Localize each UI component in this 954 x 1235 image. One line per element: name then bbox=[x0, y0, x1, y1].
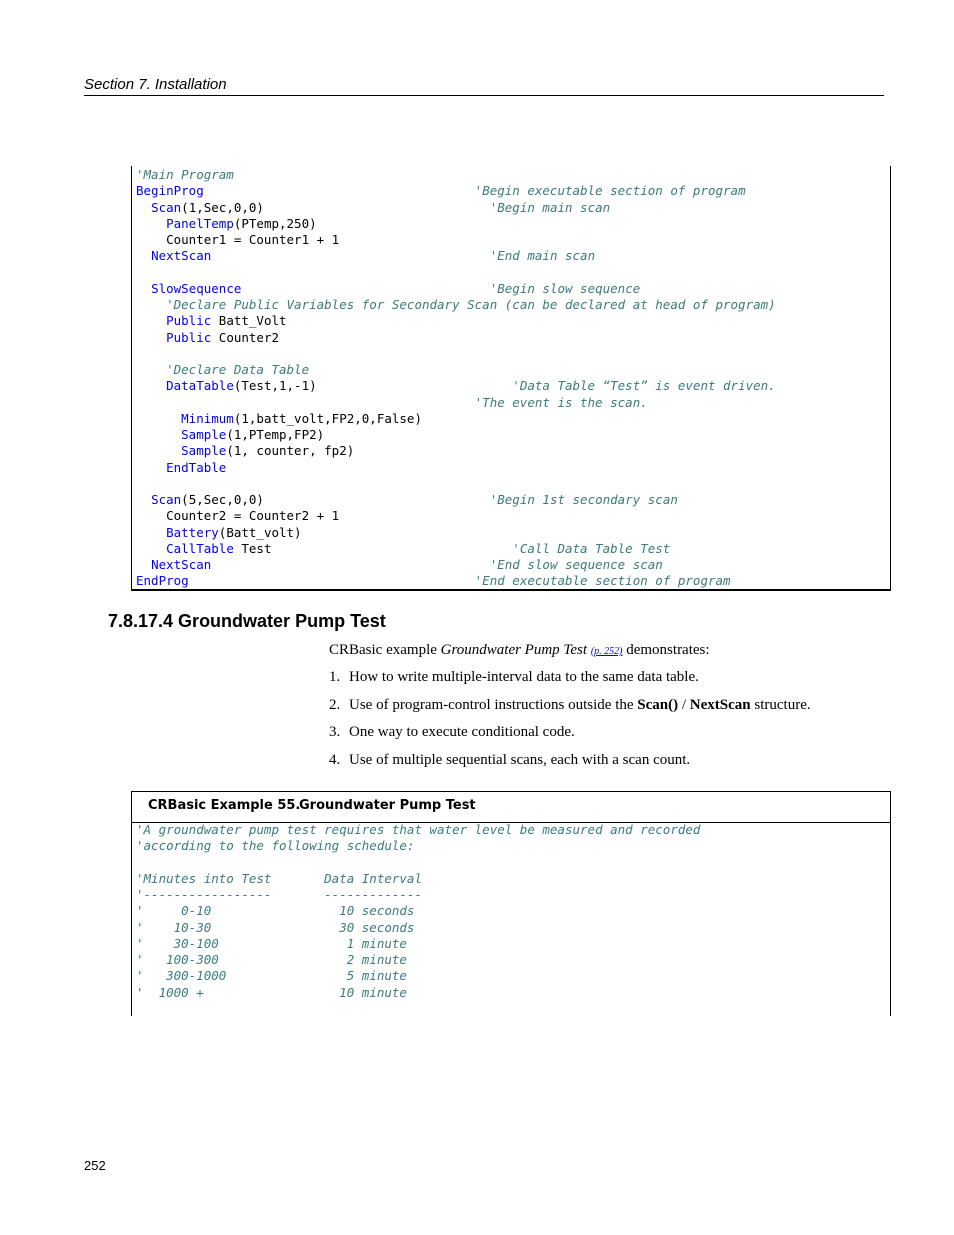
code-text bbox=[204, 183, 475, 198]
list-item-text: structure. bbox=[750, 696, 811, 713]
code-line bbox=[136, 508, 776, 524]
code-line bbox=[136, 492, 776, 508]
code-comment-line bbox=[136, 855, 700, 871]
code-line bbox=[136, 573, 776, 589]
list-item bbox=[329, 724, 811, 752]
code-text bbox=[136, 362, 166, 377]
code-text: (1,PTemp,FP2) bbox=[226, 427, 325, 442]
list-item-text: One way to execute conditional code. bbox=[349, 724, 575, 740]
code-keyword: Public bbox=[166, 329, 212, 345]
list-item-text: How to write multiple-interval data to the same data table. bbox=[349, 669, 699, 685]
code-text bbox=[136, 460, 166, 475]
code-text bbox=[136, 378, 166, 393]
code-text bbox=[136, 248, 151, 263]
code-line bbox=[136, 297, 776, 313]
code-comment: 'Begin main scan bbox=[489, 199, 611, 215]
code-comment: 'End main scan bbox=[489, 248, 596, 264]
intro-before: CRBasic example bbox=[329, 642, 441, 658]
code-text bbox=[241, 281, 489, 296]
code-text: Test bbox=[233, 540, 513, 556]
list-item-number: 2. bbox=[329, 696, 341, 713]
code-text bbox=[136, 395, 475, 410]
code-text bbox=[136, 216, 166, 231]
example-label: CRBasic Example 55. bbox=[148, 798, 301, 813]
code-text bbox=[136, 330, 166, 345]
code-text bbox=[136, 557, 151, 572]
code-text bbox=[136, 313, 166, 328]
code-line bbox=[136, 476, 776, 492]
code-text bbox=[189, 573, 475, 588]
code-comment-line: ' 30-100 1 minute bbox=[136, 935, 407, 951]
code-text bbox=[136, 443, 181, 458]
code-text: (1, counter, fp2) bbox=[226, 443, 355, 459]
code-line bbox=[136, 443, 776, 459]
code-line bbox=[136, 378, 776, 394]
code-text: Counter2 = Counter2 + 1 bbox=[136, 508, 340, 524]
list-item-number: 1. bbox=[329, 669, 341, 685]
code-comment-line: 'according to the following schedule: bbox=[136, 838, 415, 854]
example-title: Groundwater Pump Test bbox=[299, 798, 476, 813]
code-comment: 'End slow sequence scan bbox=[489, 557, 663, 572]
code-comment-line: ' 0-10 10 seconds bbox=[136, 903, 415, 919]
code-comment: 'Data Table “Test” is event driven. bbox=[512, 378, 776, 394]
code-keyword: NextScan bbox=[151, 557, 212, 572]
code-line bbox=[136, 167, 776, 183]
code-comment-line: 'A groundwater pump test requires that water level be measured and recorded bbox=[136, 822, 701, 837]
code-text: Counter1 = Counter1 + 1 bbox=[136, 232, 340, 247]
list-item bbox=[329, 697, 811, 725]
code-line bbox=[136, 313, 776, 329]
code-text bbox=[136, 281, 151, 296]
code-text: Counter2 bbox=[211, 329, 279, 345]
intro-paragraph bbox=[329, 642, 710, 659]
list-item bbox=[329, 752, 811, 780]
code-line bbox=[136, 265, 776, 281]
code-keyword: BeginProg bbox=[136, 183, 204, 199]
code-text bbox=[136, 427, 181, 442]
list-item-text: / bbox=[678, 696, 690, 713]
code-text bbox=[136, 265, 144, 280]
example-name: Groundwater Pump Test bbox=[440, 642, 588, 658]
running-header: Section 7. Installation bbox=[84, 76, 884, 96]
page-reference-link[interactable]: (p. 252) bbox=[590, 646, 623, 657]
code-line bbox=[136, 362, 776, 378]
code-comment: 'Declare Public Variables for Secondary Scan (can be declared at head of program) bbox=[166, 297, 776, 312]
code-text bbox=[136, 476, 144, 491]
intro-after: demonstrates: bbox=[622, 642, 710, 658]
code-text bbox=[136, 297, 166, 312]
list-item-text: Use of multiple sequential scans, each with a scan count. bbox=[349, 751, 691, 768]
code-keyword: SlowSequence bbox=[151, 280, 242, 296]
code-line bbox=[136, 232, 776, 248]
code-comment-line: 'Minutes into Test Data Interval bbox=[136, 870, 422, 886]
code-comment: 'End executable section of program bbox=[474, 573, 731, 589]
code-line bbox=[136, 200, 776, 216]
code-comment-line: ' 10-30 30 seconds bbox=[136, 919, 415, 935]
code-line bbox=[136, 411, 776, 427]
code-line bbox=[136, 427, 776, 443]
code-text: (5,Sec,0,0) bbox=[181, 492, 490, 507]
code-comment: 'Declare Data Table bbox=[166, 362, 310, 377]
code-line bbox=[136, 346, 776, 362]
code-comment: 'Begin 1st secondary scan bbox=[489, 492, 678, 507]
code-keyword: EndTable bbox=[166, 459, 227, 475]
list-item-number: 4. bbox=[329, 751, 341, 768]
list-item-number: 3. bbox=[329, 724, 341, 740]
code-keyword: Scan bbox=[151, 199, 182, 215]
code-keyword: CallTable bbox=[166, 540, 234, 556]
code-text: (Batt_volt) bbox=[218, 524, 302, 540]
code-keyword: DataTable bbox=[166, 378, 234, 394]
code-comment: 'Begin slow sequence bbox=[489, 280, 641, 296]
code-line bbox=[136, 395, 776, 411]
code-text: Batt_Volt bbox=[211, 313, 287, 329]
code-line bbox=[136, 460, 776, 476]
code-listing bbox=[136, 167, 776, 590]
example-code-listing bbox=[136, 822, 700, 1001]
code-line bbox=[136, 330, 776, 346]
code-keyword: PanelTemp bbox=[166, 215, 234, 231]
list-item-text: Use of program-control instructions outside the bbox=[349, 696, 638, 713]
list-item-text: Scan() bbox=[637, 696, 679, 713]
code-text: (Test,1,-1) bbox=[233, 378, 513, 394]
code-keyword: Sample bbox=[181, 443, 227, 459]
code-comment-line: ' 1000 + 10 minute bbox=[136, 984, 407, 1000]
code-line bbox=[136, 281, 776, 297]
code-comment: 'Call Data Table Test bbox=[512, 540, 671, 556]
code-text bbox=[136, 346, 144, 361]
code-keyword: Sample bbox=[181, 427, 227, 442]
code-text bbox=[136, 525, 166, 540]
code-keyword: Minimum bbox=[181, 410, 234, 426]
code-comment: 'Main Program bbox=[136, 167, 234, 182]
code-line bbox=[136, 183, 776, 199]
code-keyword: EndProg bbox=[136, 573, 189, 589]
code-line bbox=[136, 541, 776, 557]
code-text: (PTemp,250) bbox=[233, 215, 317, 231]
code-line bbox=[136, 216, 776, 232]
code-keyword: Scan bbox=[151, 492, 182, 507]
example-title-bar bbox=[132, 792, 890, 823]
code-text: (1,batt_volt,FP2,0,False) bbox=[233, 410, 422, 426]
list-item-text: NextScan bbox=[689, 696, 751, 713]
code-line bbox=[136, 248, 776, 264]
code-keyword: Public bbox=[166, 313, 212, 329]
code-text: (1,Sec,0,0) bbox=[181, 199, 490, 215]
code-comment-line: ' 300-1000 5 minute bbox=[136, 968, 407, 984]
code-line bbox=[136, 557, 776, 573]
code-comment: 'The event is the scan. bbox=[474, 394, 648, 410]
code-comment-line: '----------------- ------------- bbox=[136, 887, 422, 902]
numbered-list bbox=[329, 669, 811, 779]
code-comment: 'Begin executable section of program bbox=[474, 183, 746, 199]
code-text bbox=[136, 541, 166, 556]
code-text bbox=[211, 557, 489, 572]
code-keyword: Battery bbox=[166, 524, 219, 540]
code-text bbox=[136, 200, 151, 215]
code-text bbox=[136, 492, 151, 507]
code-text bbox=[136, 411, 181, 426]
code-keyword: NextScan bbox=[151, 248, 212, 264]
code-line bbox=[136, 525, 776, 541]
code-text bbox=[211, 248, 489, 263]
page-number: 252 bbox=[84, 1158, 106, 1173]
section-heading: 7.8.17.4 Groundwater Pump Test bbox=[108, 611, 386, 631]
code-comment-line: ' 100-300 2 minute bbox=[136, 952, 407, 967]
list-item bbox=[329, 669, 811, 697]
